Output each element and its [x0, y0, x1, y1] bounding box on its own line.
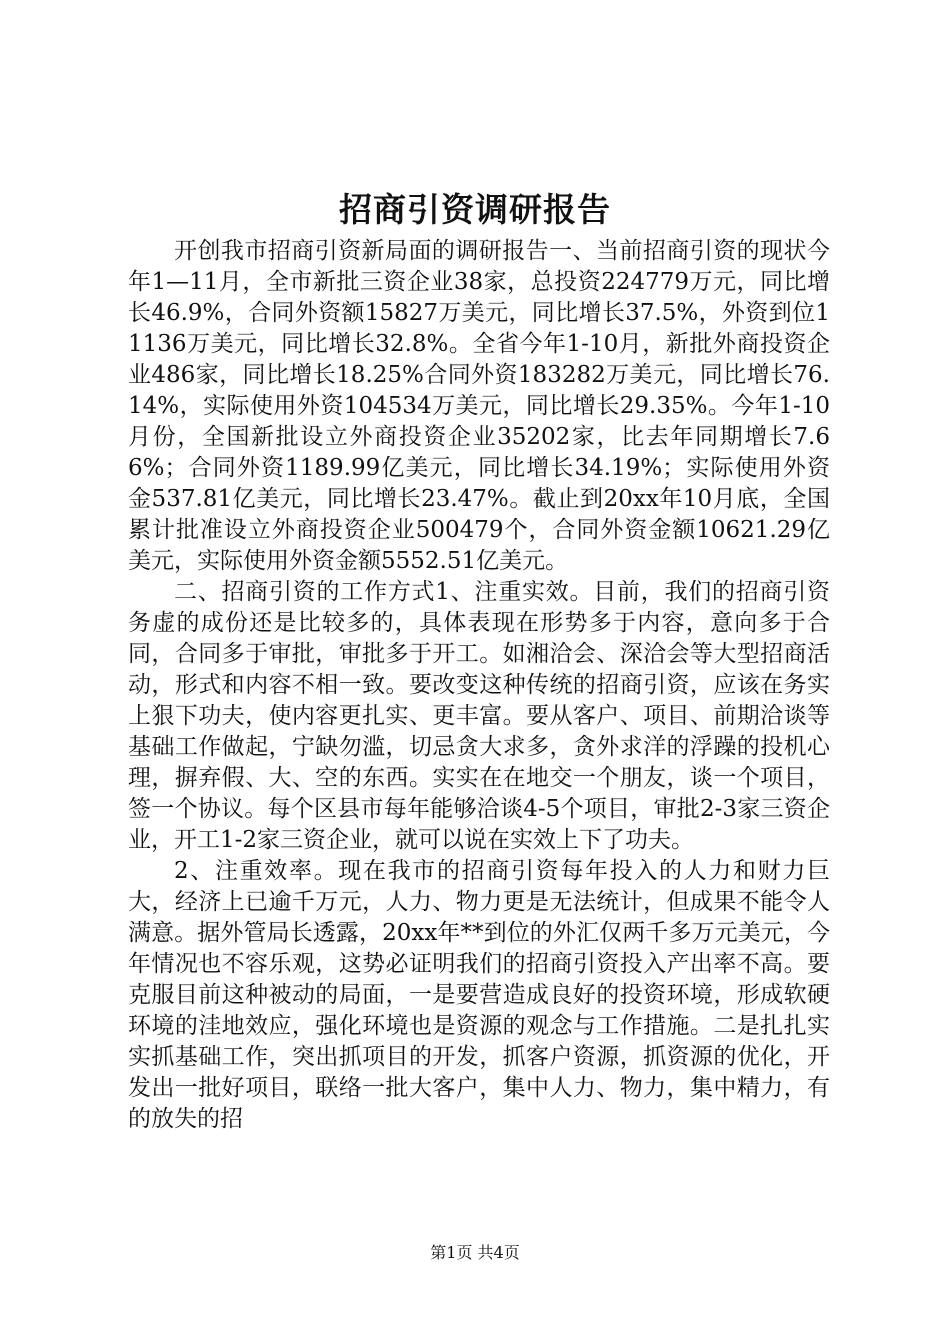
paragraph-work-method-effectiveness: 二、招商引资的工作方式1、注重实效。目前，我们的招商引资务虚的成份还是比较多的，具体表现在形势多于内容，意向多于合同，合同多于审批，审批多于开工。如湘洽会、深洽会等大型招商活动，形式和内容不相一致。要改变这种传统的招商引资，应该在务实上狠下功夫，使内容更扎实、更丰富。要从客户、项目、前期洽谈等基础工作做起，宁缺勿滥，切忌贪大求多，贪外求洋的浮躁的投机心理，摒弃假、大、空的东西。实实在在地交一个朋友，谈一个项目，签一个协议。每个区县市每年能够洽谈4-5个项目，审批2-3家三资企业，开工1-2家三资企业，就可以说在实效上下了功夫。	[128, 579, 830, 853]
paragraph-efficiency: 2、注重效率。现在我市的招商引资每年投入的人力和财力巨大，经济上已逾千万元，人力、物力更是无法统计，但成果不能令人满意。据外管局长透露，20xx年**到位的外汇仅两千多万元美元，今年情况也不容乐观，这势必证明我们的招商引资投入产出率不高。要克服目前这种被动的局面，一是要营造成良好的投资环境，形成软硬环境的洼地效应，强化环境也是资源的观念与工作措施。二是扎扎实实抓基础工作，突出抓项目的开发，抓客户资源，抓资源的优化，开发出一批好项目，联络一批大客户，集中人力、物力，集中精力，有的放失的招	[128, 858, 830, 1132]
document-body	[128, 236, 830, 1135]
paragraph-current-status: 开创我市招商引资新局面的调研报告一、当前招商引资的现状今年1—11月，全市新批三资企业38家，总投资224779万元，同比增长46.9%，合同外资额15827万美元，同比增长37.5%，外资到位11136万美元，同比增长32.8%。全省今年1-10月，新批外商投资企业486家，同比增长18.25%合同外资183282万美元，同比增长76.14%，实际使用外资104534万美元，同比增长29.35%。今年1-10月份，全国新批设立外商投资企业35202家，比去年同期增长7.66%；合同外资1189.99亿美元，同比增长34.19%；实际使用外资金537.81亿美元，同比增长23.47%。截止到20xx年10月底，全国累计批准设立外商投资企业500479个，合同外资金额10621.29亿美元，实际使用外资金额5552.51亿美元。	[128, 238, 830, 574]
document-title: 招商引资调研报告	[339, 190, 611, 229]
page-footer: 第1页 共4页	[430, 1243, 520, 1262]
